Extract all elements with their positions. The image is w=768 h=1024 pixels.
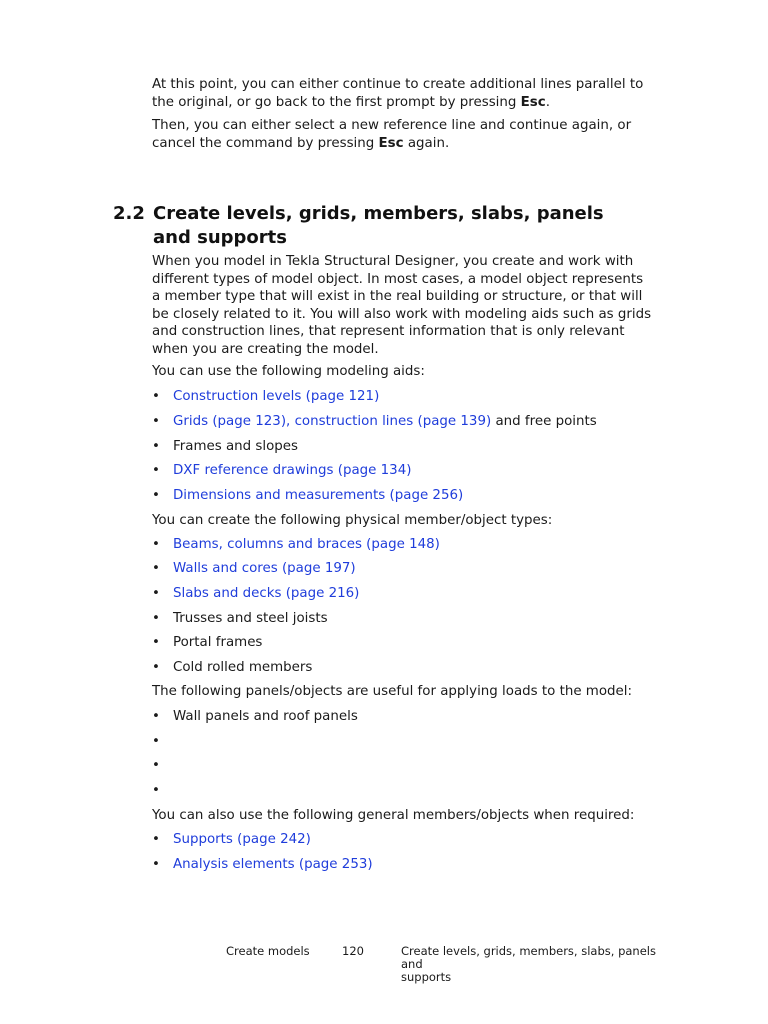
bullet: • [152, 832, 160, 847]
bullet: • [152, 586, 160, 601]
list-item [152, 610, 672, 628]
list-item [152, 487, 672, 505]
intro-paragraph-1 [152, 76, 652, 111]
physical-intro: You can create the following physical member/object types: [152, 513, 553, 528]
link-dxf-reference-drawings[interactable]: DXF reference drawings (page 134) [173, 463, 412, 478]
bullet: • [152, 734, 160, 749]
bullet: • [152, 463, 160, 478]
intro-paragraph-2 [152, 117, 652, 152]
link-supports[interactable]: Supports (page 242) [173, 832, 311, 847]
list-item [152, 536, 672, 554]
footer-chapter: Create models [226, 944, 310, 958]
bullet: • [152, 439, 160, 454]
link-analysis-elements[interactable]: Analysis elements (page 253) [173, 857, 373, 872]
list-item-text: Cold rolled members [173, 660, 313, 675]
aids-intro: You can use the following modeling aids: [152, 364, 425, 379]
bullet: • [152, 389, 160, 404]
footer-section [401, 945, 671, 984]
intro-text: At this point, you can either continue to create additional lines parallel to the original, or go back to the first prompt by pressing [152, 77, 644, 110]
list-item [152, 708, 672, 726]
list-item [152, 831, 672, 849]
list-item [152, 462, 672, 480]
section-intro-paragraph: When you model in Tekla Structural Designer, you create and work with different types of model object. In most cases, a model object represents a member type that will exist in the real building or structure, or that will be closely related to it. You will also work with modeling aids such as grids and construction lines, that represent information that is only relevant when you are creating the model. [152, 254, 652, 357]
list-item-text: Frames and slopes [173, 439, 299, 454]
list-item [152, 634, 672, 652]
bullet: • [152, 635, 160, 650]
list-item [152, 388, 672, 406]
list-item-text: Trusses and steel joists [173, 611, 328, 626]
intro-text-end: again. [403, 135, 450, 151]
list-item [152, 733, 672, 751]
bullet: • [152, 561, 160, 576]
bullet: • [152, 488, 160, 503]
footer-page-number: 120 [342, 944, 364, 958]
list-item [152, 757, 672, 775]
list-item [152, 413, 672, 431]
section-number: 2.2 [113, 203, 145, 224]
list-item [152, 585, 672, 603]
list-item-text: Wall panels and roof panels [173, 709, 358, 724]
bullet: • [152, 783, 160, 798]
panels-intro: The following panels/objects are useful for applying loads to the model: [152, 684, 633, 699]
bullet: • [152, 709, 160, 724]
link-slabs-decks[interactable]: Slabs and decks (page 216) [173, 586, 360, 601]
link-grids[interactable]: Grids (page 123) [173, 414, 287, 429]
esc-key: Esc [520, 94, 546, 110]
bullet: • [152, 758, 160, 773]
link-beams-columns-braces[interactable]: Beams, columns and braces (page 148) [173, 537, 440, 552]
intro-text-end: . [545, 94, 550, 110]
bullet: • [152, 660, 160, 675]
link-separator: , [286, 414, 295, 429]
list-item [152, 782, 672, 800]
bullet: • [152, 537, 160, 552]
bullet: • [152, 857, 160, 872]
list-item [152, 438, 672, 456]
link-construction-levels[interactable]: Construction levels (page 121) [173, 389, 380, 404]
link-dimensions-measurements[interactable]: Dimensions and measurements (page 256) [173, 488, 464, 503]
intro-text: Then, you can either select a new reference line and continue again, or cancel the command by pressing [152, 118, 632, 151]
list-item-text: Portal frames [173, 635, 263, 650]
list-item [152, 560, 672, 578]
esc-key: Esc [378, 135, 404, 151]
link-walls-cores[interactable]: Walls and cores (page 197) [173, 561, 356, 576]
section-heading [113, 202, 633, 250]
link-construction-lines[interactable]: construction lines (page 139) [294, 414, 492, 429]
footer-section-line-2: supports [401, 970, 452, 984]
bullet: • [152, 611, 160, 626]
list-item [152, 659, 672, 677]
bullet: • [152, 414, 160, 429]
footer-section-line-1: Create levels, grids, members, slabs, panels and [401, 944, 656, 971]
list-item-text: and free points [491, 414, 597, 429]
section-title: Create levels, grids, members, slabs, panels and supports [153, 203, 604, 248]
general-intro: You can also use the following general members/objects when required: [152, 808, 635, 823]
list-item [152, 856, 672, 874]
